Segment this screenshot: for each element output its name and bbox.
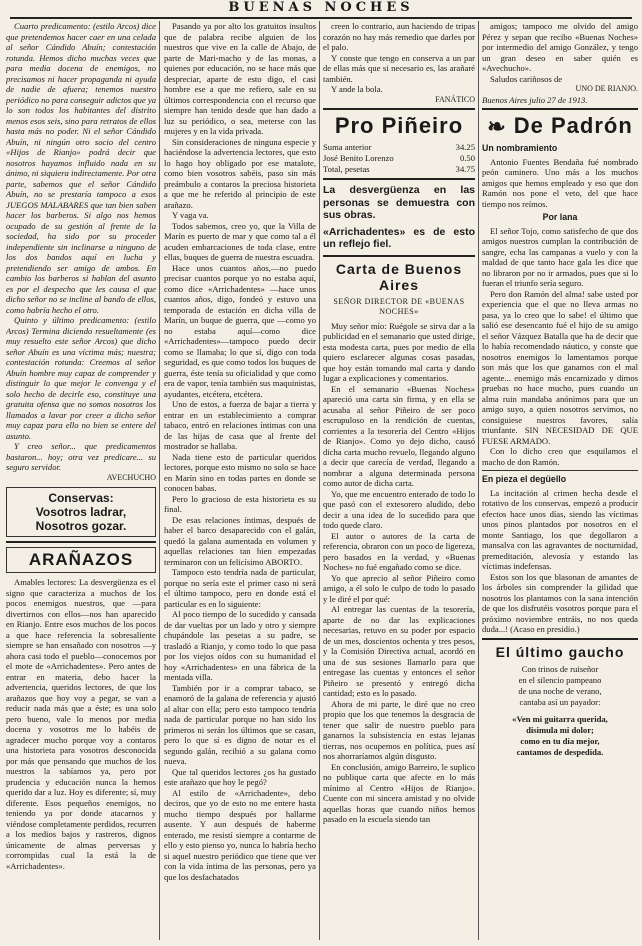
poem-line: cantaba así un payador:: [519, 696, 601, 707]
article-paragraph: Nada tiene esto de particular queridos lectores, porque esto mismo no solo se hace en Marín sino en todas partes en donde se conocen babas.: [164, 451, 316, 493]
article-paragraph: Hace unos cuantos años,—no puedo precisar cuantos porque yo no estaba aquí, como dice «Arrichadentes» —hace unos cuantos años, digo, fondeó y estuvo una temporada de estación en dicha villa de Marín, un buque de guerra, que —como yo no estaba aquí—como dice «Arrichadentes»—tampoco puedo decir como se llamaba; lo que sí, digo con toda seguridad, es que como todos los buques de guerra, éste tenía su oficialidad y que como era de vapor, tenía también sus maquinistas, ayudantes, etcétera, etcétera.: [164, 262, 316, 399]
box-line: Vosotros ladrar,: [35, 505, 127, 519]
donation-label: José Benito Lorenzo: [323, 153, 394, 163]
poem-line: como en tu día mejor,: [520, 735, 600, 746]
carta-subtitle: SEÑOR DIRECTOR DE «BUENAS NOCHES»: [333, 296, 465, 316]
section-rule: [482, 470, 638, 471]
donation-table: [323, 142, 475, 175]
article-paragraph: Quinto y último predicamento: (estilo Arcos) Termina diciendo resueltamente (es muy resuelto este señor Arcos) que dicho señor Abuín es una víctima más; nuestra; contestación rotunda: Creemos al señor Abuín hombre muy capaz de comprender y distinguir lo que mejor le convenga y el solo hecho de decirle eso, constituye una gratuita ofensa que no somos nosotros los llamados a lavar por creer a dicho señor muy capaz para ello no bien se entere del asunto.: [6, 315, 156, 441]
column-divider: [319, 21, 320, 940]
section-rule: [323, 108, 475, 110]
pro-pineiro-title: Pro Piñeiro: [334, 113, 464, 138]
conservas-box: [6, 487, 156, 537]
article-paragraph: creen lo contrario, aun haciendo de tripas corazón no hay más remedio que darles por el palo.: [323, 21, 475, 52]
article-paragraph: Estos son los que blasonan de amantes de los árboles sin comprender la gilidad que nosotros los plantamos con la sana intención de que los disfrutéis vosotros porque para el próximo noviembre entráis, no nos queda duda...! (Acaso en presidio.): [482, 571, 638, 635]
article-paragraph: amigos; tampoco me olvido del amigo Pérez y sepan que recibo «Buenas Noches» por intermedio del amigo González, y tengo un gran deseo en saber quién es «Avechucho».: [482, 21, 638, 73]
lead-text: La desvergüenza en las personas se demuestra con sus obras.: [323, 184, 475, 221]
donation-value: 34.25: [455, 142, 475, 152]
section-rule: [323, 178, 475, 180]
masthead-rule: [10, 17, 632, 19]
donation-row: [323, 142, 475, 153]
column-divider: [159, 21, 160, 940]
article-paragraph: Amables lectores: La desvergüenza es el signo que caracteriza a muchos de los pocos enemigos nuestros, que —para divertirnos con ellos—nos han aparecido en Rianjo. Entre esos muchos de los pocos a que hace referencia la sobresaliente siempre se han ensañado con nosotros —y ahora casi todo el pueblo—conocemos por el mote de «Arrichadentes». Pero antes de entrar en materia, debo hacer la advertencia, queridos lectores, de que los arañazos que hoy voy a pegar, se van a reducir nada más que a éste; es una solo pero bueno, vale lo menos por media docena y vosotros me lo habéis de agradecer mucho porque voy a contaros una historieta para vosotros desconocida por más que pensando que muchos de los nuestros la sabíamos ya, pero por prudencia y educación nunca la hemos querido dar a luz. Hoy es diferente; sí, muy diferente. Esos pequeños enemigos, no teniendo ya por donde atacarnos y viéndose completamente perdidos, recurren a los medios bajos y rastreros, dignos únicamente de almas perversas y corrompidas cual la está la de «Arrichadentes».: [6, 577, 156, 871]
article-paragraph: Y vaga va.: [172, 210, 209, 220]
poem-line: cantamos de despedida.: [516, 746, 604, 757]
donation-label: Total, pesetas: [323, 164, 370, 174]
article-paragraph: Uno de estos, a fuerza de bajar a tierra y entrar en un establecimiento a comprar tabaco, entró en relaciones íntimas con una de las hijas de casa que al frente del mostrador se hallaba.: [164, 399, 316, 451]
article-paragraph: En conclusión, amigo Barreiro, le suplico no publique carta que afecte en lo más mínimo al Centro «Hijos de Rianjo». Cuente con mi sincera amistad y no olvide aquellas horas que cuando niños hemos pasado en la escuela siendo tan: [323, 761, 475, 824]
column-1: [6, 21, 156, 941]
article-paragraph: Yo que aprecio al señor Piñeiro como amigo, a él solo le culpo de todo lo pasado y le diré el por qué:: [323, 572, 475, 604]
article-paragraph: Pero lo gracioso de esta historieta es su final.: [164, 493, 316, 514]
column-4: [482, 21, 638, 941]
box-title: Conservas:: [48, 491, 114, 505]
article-paragraph: Antonio Fuentes Bendaña fué nombrado peón caminero. Uno más a los muchos amigos que hemos empleado y eso que don Ramón nos pone el veto, del que hace tiempo nos reímos.: [482, 156, 638, 209]
signature-avechucho: AVECHUCHO: [106, 472, 156, 482]
letter-date: Buenos Aires julio 27 de 1913.: [482, 94, 588, 105]
poem: [482, 664, 638, 758]
column-divider: [478, 21, 479, 940]
article-paragraph: Pero don Ramón del alma! sabe usted por experiencia que el que no lleva armas no pasa, ya lo creo que lo sabe! el último que salió ese desencanto fué el hijo de su amigo el señor Vázquez Batalla que ha de decir que lo había recomendado náutico, y conste que nosotros enemigos lo lamentamos porque son más que los que ganamos con el mal agente... enemigo más encarnizado y dimos pruebas no hace mucho, pues cuando un alma ruin mandaba anónimos para que un amigo suyo, a quien nosotros servimos, no consiguiese nuestros favores, salía triunfante. SIN NECESIDAD DE QUE FUESE ARMADO.: [482, 288, 638, 446]
article-paragraph: El autor o autores de la carta de referencia, obraron con un poco de ligereza, pero basados en la verdad, y «Buenas Noches» no fué engañado como se dice.: [323, 530, 475, 572]
column-3: [323, 21, 475, 941]
article-paragraph: En el semanario «Buenas Noches» apareció una carta sin firma, y en ella se acusaba al señor Piñeiro de ser poco escrupuloso en la rendición de cuentas, corrientes a la tesorería del Centro «Hijos de Rianjo». Como yo dejo dicho, causó dicha carta mucho revuelo, llegando alguno a decir que carecía de verdad, llegando a nombrar a alguna determinada persona como autor de dicha carta.: [323, 383, 475, 488]
masthead: BUENAS NOCHES: [228, 0, 414, 15]
article-paragraph: Al estilo de «Arrichadente», debo deciros, que yo de esto no me entere hasta mucho tiempo después por hallarme ausente. Y aun después de haberme enterado, me resistí siempre a contarme de ello y esto pienso yo, nunca lo habría hecho si aquel nuestro periódico que tiene que ver con la vida íntima de las personas, pero ya que los desfachatados: [164, 787, 316, 882]
poem-line: Con trinos de ruiseñor: [521, 663, 599, 674]
article-paragraph: Muy señor mío: Ruégole se sirva dar a la publicidad en el semanario que usted dirige, esta modesta carta, pues por medio de ella quiero esclarecer algunas cosas pasadas, que hoy están tomando mal carta y dando lugar a explicaciones y comentarios.: [323, 320, 475, 383]
article-paragraph: De esas relaciones íntimas, después de haber el barco desaparecido con el galán, quedó la galana aumentada en volumen y aquellas relaciones tan bien empezadas terminaron con un felicísimo ABORTO.: [164, 514, 316, 567]
article-paragraph: Que tal queridos lectores ¿os ha gustado este arañazo que hoy le pegó?: [164, 766, 316, 787]
article-paragraph: Pasando ya por alto los gratuitos insultos que de palabra recibe alguien de los nuestros que vive en la calle de Abajo, de parte de Mari-macho y de las monas, a quienes por educación, no se hace más que despreciar, aparte de esto digo, el casi hombre ese a que me refiero, sale en su últimos correspondencia con el recurso que siempre han tenido desde que han dado a luz su periódico, o sea, meterse con las mujeres y en la vida privada.: [164, 21, 316, 136]
carta-title: Carta de Buenos Aires: [335, 260, 463, 293]
article-paragraph: Y conste que tengo en conserva a un par de ellas más que si necesario es, las arañaré también.: [323, 52, 475, 84]
poem-line: «Ven mi guitarra querida,: [512, 713, 608, 724]
article-paragraph: La incitación al crimen hecha desde el rotativo de los conservas, empezó a producir efectos hace unos días, siendo las víctimas unos pinos plantados por nosotros en el monte Santiago, los que degollaron a mansalva con las agravantes de nocturnidad, premeditación, alevosía y estando las víctimas indefensas.: [482, 487, 638, 572]
article-paragraph: Al poco tiempo de lo sucedido y cansada de dar vueltas por un lado y otro y siempre chupándole las pesetas a su padre, se trasladó a Rianjo, y como todo lo que pasa por los viejos oídos con su humanidad el hoy «Arrichadentes» en una fábrica de la mentada villa.: [164, 609, 316, 682]
section-rule: [6, 541, 156, 543]
de-padron-title: [482, 114, 638, 139]
article-paragraph: Cuarto predicamento: (estilo Arcos) dice que pretendemos hacer caer en una celada al señor Cándido Abuín; contestación rotunda. Hemos dicho muchas veces que para media docena de enemigos, no precisamos ni hacer propaganda ni ayuda de nadie de afuera; tenemos nuestro periódico no para conseguir adictos que ya lo son todos los habitantes del distrito menos esos seis, sino para retratos de ellos hasta más no poder. Ni el señor Cándido Abuín, ni ningún otro socio del centro «Hijos de Rianjo» podrá decir que nosotros hayamos influido nada en su ánimo, ni siquiera indirectamente. Por otra parte, sabemos que el señor Cándido Abuín, no se prestaría tampoco a esos JUEGOS MALABARES que tan bien saben hacer los barberos. Si algo nos hemos ocupado de su gestión al frente de la sociedad, ha sido por su proceder independiente sin inclinarse a ninguno de los dos bandos aquí en lucha y pretendiendo ser amigo de ambos. En cambio los barberos si hablan del asunto es por el despecho que les causa el que dicho señor no se incline al bando de ellos, como habría hecho el otro.: [6, 21, 156, 315]
subheading: Un nombramiento: [482, 143, 558, 154]
article-paragraph: Y creo señor... que predicamentos bastaron... hoy; otra vez predicare... su seguro servidor.: [6, 441, 156, 472]
donation-label: Suma anterior: [323, 142, 372, 152]
lead-text: «Arrichadentes» es de esto un reflejo fiel.: [323, 225, 475, 250]
signature-uno-de-rianjo: UNO DE RIANJO.: [575, 84, 638, 93]
subheading: Por lana: [542, 212, 578, 223]
ornament-icon: ❧: [487, 114, 507, 140]
box-line: Nosotros gozar.: [35, 519, 127, 533]
article-paragraph: El señor Tojo, como satisfecho de que dos amigos nuestros cumplan la contribución de sangre, echa las campanas a vuelo y con la maldad de que tanto hace gala les dice que no libraron por no ir armados, pues que si lo fueran el triunfo sería seguro.: [482, 225, 638, 289]
article-paragraph: Con lo dicho creo que esquilamos el macho de don Ramón.: [482, 446, 638, 467]
article-paragraph: Ahora de mi parte, le diré que no creo propio que los que tenemos la desgracia de tener que salir de nuestro pueblo para ganarnos la subsistencia en estas lejanas tierras, nos ocupemos en política, pues así nos ahorraríamos algún disgusto.: [323, 698, 475, 761]
subheading: En pieza el degüello: [482, 474, 567, 485]
section-rule: [323, 255, 475, 257]
donation-value: 0.50: [459, 153, 475, 163]
section-rule: [482, 638, 638, 640]
donation-row: [323, 164, 475, 175]
gaucho-title: El último gaucho: [495, 643, 625, 660]
donation-value: 34.75: [455, 164, 475, 174]
article-paragraph: Al entregar las cuentas de la tesorería, aparte de no dar las explicaciones necesarias, retuvo en su poder por espacio de un mes, doscientos ochenta y tres pesos, y la Comisión Directiva actual, acordó en una de sus sesiones llamarlo para que entregase las cuentas y entonces el señor Piñeiro se presentó y entregó dicha cantidad; esto es lo pasado.: [323, 604, 475, 698]
column-2: [164, 21, 316, 941]
aranazos-title: ARAÑAZOS: [6, 547, 156, 573]
poem-line: disimula mi dolor;: [526, 724, 594, 735]
article-paragraph: Tampoco esto tendría nada de particular, porque no sería este el primer caso ni será el último tampoco, pero en donde está el particular es en lo siguiente:: [164, 567, 316, 609]
article-paragraph: Todos sabemos, creo yo, que la Villa de Marín es puerto de mar y que como tal a él acuden embarcaciones de toda clase, entre ellas, buques de guerra de nuestra escuadra.: [164, 220, 316, 262]
donation-row: [323, 153, 475, 164]
poem-line: en el silencio pampeano: [518, 674, 602, 685]
de-padron-label: De Padrón: [513, 113, 633, 138]
article-paragraph: Saludos cariñosos de: [490, 73, 563, 84]
article-paragraph: Yo, que me encuentro enterado de todo lo que pasó con el extesorero aludido, debo decir a una idea de lo sucedido para que todo quede claro.: [323, 488, 475, 530]
poem-line: de una noche de verano,: [518, 685, 602, 696]
article-paragraph: Sin consideraciones de ninguna especie y haciéndose la advertencia lectores, que esto lo hago hoy obligado por ese matalote, como bien vosotros sabéis, paso sin más preámbulo a contaros la preciosa historieta a que me he referido al principio de este arañazo.: [164, 136, 316, 210]
article-paragraph: También por ir a comprar tabaco, se enamoró de la galana de referencia y ajustó al altar con ella; pero esto tampoco tendría nada de particular porque no han sido los primeros ni serán los últimos que se casan, pero lo que sí es digno de notar es el segundo galán, recibió a su galana como nueva.: [164, 682, 316, 766]
section-rule: [482, 108, 638, 110]
signature-fanatico: FANÁTICO: [435, 94, 475, 104]
article-paragraph: Y ande la bola.: [331, 84, 383, 94]
